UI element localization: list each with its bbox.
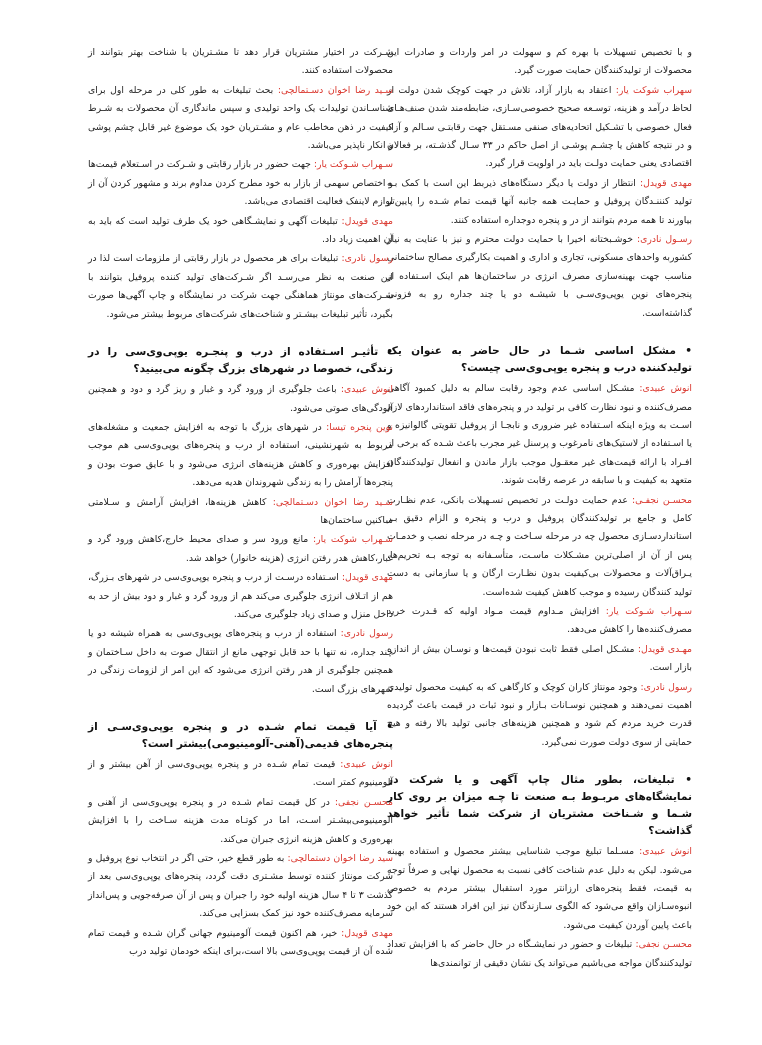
speaker-name: رسـول نادری: xyxy=(636,234,692,246)
paragraph-text: مشـکل اساسی عدم وجود رقابت سالم به دلیل کمبود آگاهی مصرف‌کننده و نبود نظارت کافی بر تولید در و پنجره‌های فاقد استانداردهای لازم اسـت به ویژه اینکه اسـتفاده غیر ضروری و نابجـا از پروفیل تقویتی گالوانیزه و یا اسـتفاده از لاستیک‌های نامرغوب و پرسنل غیر مجرب باعث شـده که برخی از افـراد با ارائه قیمت‌های غیر معقـول موجب بازار ماندن و انفعال تولیدکنندگان متعهد به کیفیت و با سابقه در عرصه رقابت شوند. xyxy=(387,383,692,487)
answer-paragraph xyxy=(387,175,692,230)
paragraph-text: افزایش مـداوم قیمت مـواد اولیه که قـدرت خرید مصرف‌کننده‌ها را کاهش می‌دهد. xyxy=(387,605,692,636)
speaker-name: مهدی قویدل: xyxy=(341,572,393,584)
answer-paragraph xyxy=(387,843,692,935)
speaker-name: مهدی قویدل: xyxy=(341,215,394,227)
answer-paragraph xyxy=(387,679,692,753)
paragraph-text: جهت حضور در بازار رقابتی و شـرکت در اسـتعلام قیمت‌ها و اختصاص سهمی از بازار به خود مطرح کردن مداوم برند و مشهور کردن آن از لوازم لاینفک فعالیت اقتصادی می‌باشد. xyxy=(88,159,393,208)
speaker-name: رسول نادری: xyxy=(340,628,393,640)
paragraph-text: و با تخصیص تسهیلات با بهره کم و سهولت در امر واردات و صادرات این محصولات از تولیدکنندگان حمایت صورت گیرد. xyxy=(387,47,692,77)
answer-paragraph xyxy=(88,82,393,156)
paragraph-text: تبلیغات و حضور در نمایشـگاه در حال حاضر که با افزایش تعداد تولیدکنندگان مواجه می‌باشیم می‌تواند یک نشان دقیقی از توانمندی‌ها xyxy=(387,939,692,969)
speaker-name: سـهراب شوکت یار: xyxy=(313,534,393,546)
answer-paragraph xyxy=(387,641,692,678)
speaker-name: مهدی قویدل: xyxy=(639,177,693,189)
answer-paragraph xyxy=(88,44,393,81)
answer-paragraph xyxy=(88,756,393,793)
speaker-name: انوش عبیدی: xyxy=(639,383,692,395)
paragraph-text: مشـکل اصلی فقط ثابت نبودن قیمت‌ها و نوسـان بیش از اندازه بازار است. xyxy=(387,643,692,674)
speaker-name: سـهراب شـوکت یار: xyxy=(605,605,692,617)
answer-paragraph xyxy=(387,492,692,602)
answer-paragraph xyxy=(88,850,393,924)
answer-paragraph xyxy=(88,925,393,962)
speaker-name: نوین پنجره تیسا: xyxy=(326,421,393,433)
speaker-name: سـید رضا اخوان دسـتمالچی: xyxy=(277,84,393,96)
speaker-name: محسـن نجفی: xyxy=(635,939,692,951)
answer-paragraph xyxy=(387,603,692,640)
paragraph-text: شـرکت در اختیار مشتریان قرار دهد تا مشـتریان با شناخت بهتر بتوانند از محصولات استفاده کنند. xyxy=(88,47,393,77)
question-heading: • آیا قیمت تمام شـده در و پنجره یوپی‌وی‌سـی از پنجره‌های قدیمی(آهنی-آلومینیومی)بیشتر است؟ xyxy=(88,721,393,750)
paragraph-text: اعتقاد به بازار آزاد، تلاش در جهت کوچک شدن دولت از لحاظ درآمد و هزینه، توسـعه صحیح خصوصی‌سـازی، ضابطه‌مند شدن صنف‌هـای فعال خصوصی با تشـکیل اتحادیه‌های صنفی مسـتقل جهت رقابتـی سـالم و آزاد و در نتیجه کاهش یا چشـم پوشـی از اصل حاکم در ۳۳ سـال گذشـته، بر فعالان اقتصادی یعنی حمایت دولـت باید در اولویت قرار گیرد. xyxy=(387,84,693,170)
paragraph-text: استفاده از درب و پنجره‌های یوپی‌وی‌سی به همراه شیشه دو یا چند جداره، نه تنها با حد قابل توجهی مانع از انتقال صوت به داخل سـاختمان و همچنین جلوگیری از هدر رفتن انرژی می‌شود که این امر از لزومات زندگی در شهرهای بزرگ است. xyxy=(88,628,393,695)
answer-paragraph xyxy=(387,44,692,81)
answer-paragraph xyxy=(88,569,393,624)
paragraph-text: تبلیغات آگهی و نمایشـگاهی خود یک طرف تولید است که باید به آن اهمیت زیاد داد. xyxy=(88,215,393,246)
right-column xyxy=(387,44,692,974)
answer-paragraph xyxy=(88,213,393,250)
speaker-name: انوش عبیدی: xyxy=(340,759,393,770)
speaker-name: سهراب شوکت یار: xyxy=(615,84,692,96)
answer-paragraph xyxy=(387,936,692,973)
answer-paragraph xyxy=(387,82,692,174)
question-heading: • تبلیغات، بطور مثال چاپ آگهی و یا شرکت در نمایشگاه‌های مربـوط بـه صنعت تا چـه میزان بر روی کار شـما و شـناخت مشتریان از شرکت شما تأثیر خواهد گذاشت؟ xyxy=(387,774,692,838)
paragraph-text: قیمت تمام شـده در و پنجره یوپی‌وی‌سی از آهن بیشتر و از آلومینیوم کمتر است. xyxy=(88,759,393,789)
speaker-name: سید رضا اخوان دستمالچی: xyxy=(287,853,393,865)
answer-paragraph xyxy=(88,531,393,568)
speaker-name: رسول نادری: xyxy=(341,253,393,265)
paragraph-text: اسـتفاده درسـت از درب و پنجره یوپی‌وی‌سی در شهرهای بـزرگ، هم از اتـلاف انرژی جلوگیری می‌کند هم از ورود گرد و غبار و دود بیش از حد به داخل منزل و صدای زیاد جلوگیری می‌کند. xyxy=(88,572,393,620)
speaker-name: رسول نادری: xyxy=(640,681,692,693)
paragraph-text: تبلیغات برای هر محصول در بازار رقابتی از ملزومات است لذا در این صنعت به نظر می‌رسـد اگر شـرکت‌های تولید کننده پروفیل بتوانند با شـرکت‌های مونتاژ هماهنگی جهت شرکت در نمایشگاه و چاپ آگهی‌ها صورت بگیرد، تأثیر تبلیغات بیشـتر و شناخت‌های شرکت‌های مربوط بیشتر می‌شود. xyxy=(88,253,393,320)
answer-paragraph xyxy=(88,494,393,531)
paragraph-text: در شهرهای بزرگ با توجه به افزایش جمعیت و مشغله‌های مربوط به شهرنشینی، استفاده از درب و پنجره‌های یوپی‌وی‌سی هم موجب افزایش بهره‌وری و کاهش هزینه‌های انرژی می‌شود و با عایق صوت بودن و پنجره‌ها آرامش را به زندگی شهروندان هدیه می‌دهد. xyxy=(88,421,393,489)
speaker-name: مهدی قویدل: xyxy=(341,927,393,939)
speaker-name: انوش عبیدی: xyxy=(639,846,692,858)
paragraph-text: وجود مونتاژ کاران کوچک و کارگاهی که به کیفیت محصول تولیدی اهمیت نمی‌دهند و همچنین نوسـانات بـازار و نبود ثبات در قیمت باعث گردیده قدرت خرید مردم کم شود و همچنین هزینه‌های جانبی تولید بالا رفته و هیچ حمایتی از سوی دولت صورت نمی‌گیرد. xyxy=(387,681,692,748)
paragraph-text: به طور قطع خیر، حتی اگر در انتخاب نوع پروفیل و شرکت مونتاژ کننده توسط مشـتری دقت گردد، پنجره‌های یوپی‌وی‌سی بعد از گذشت ۳ تا ۴ سال هزینه اولیه خود را جبران و پس از آن صرفه‌جویی و پس‌انداز سرمایه مصرف‌کننده خود نیز کمک بسزایی می‌کند. xyxy=(88,853,393,920)
speaker-name: انوش عبیدی: xyxy=(340,384,393,396)
answer-paragraph xyxy=(88,419,393,493)
paragraph-text: کاهش هزینه‌ها، افزایش آرامش و سـلامتی ساکنین ساختمان‌ها xyxy=(88,496,393,526)
question-heading: • تأثیـر اسـتفاده از درب و پنجـره یوپی‌وی‌سی را در زندگی، خصوصا در شهرهای بزرگ چگونه می‌بینید؟ xyxy=(88,346,393,376)
paragraph-text: عدم حمایت دولـت در تخصیص تسـهیلات بانکی، عدم نظـارت کامل و جامع بر تولیدکنندگان پروفیل و درب و پنجره و الزام دقیق بـر استانداردسـازی محصول چه در مرحله سـاخت و چـه در مرحله نصب و خدمـات پس از آن از اصلی‌ترین مشـکلات ماسـت، متأسـفانه به توجه بـه تحریم‌ها، یـراق‌آلات و محصولات بی‌کیفیت بدون نظـارت ارگان و یا سازمانی به دست تولید کنندگان رسیده و موجب کاهش کیفیت شده‌است. xyxy=(387,494,692,598)
speaker-name: محسـن نجفی: xyxy=(334,796,393,808)
paragraph-text: باعث جلوگیری از ورود گرد و غبار و ریز گرد و دود و همچنین آلودگی‌های صوتی می‌شود. xyxy=(88,384,393,414)
paragraph-text: بحث تبلیغات به طور کلی در مرحله اول برای شناسـاندن تولیدات یک واحد تولیدی و سپس ماندگاری آن محصولات به شـرط کیفیت در ذهن مخاطب عام و مشـتریان خود یک موضوع غیر قابل چشم پوشی و انکار ناپذیر می‌باشد. xyxy=(88,84,393,152)
speaker-name: سـید رضا اخوان دسـتمالچی: xyxy=(272,496,393,508)
answer-paragraph xyxy=(88,625,393,699)
answer-paragraph xyxy=(88,156,393,211)
paragraph-text: انتظار از دولت یا دیگر دستگاه‌های ذیربط این است با کمک بـه تولید کنننـدگان پروفیل و حمایـت همه جانبه آنها قیمت تمام شـده را پایین‌تر بیاورند تا همه مردم بتوانند از در و پنجره دوجداره استفاده کنند. xyxy=(387,177,692,226)
speaker-name: محسـن نجفـی: xyxy=(631,494,692,506)
answer-paragraph xyxy=(88,250,393,324)
speaker-name: مهـدی قویدل: xyxy=(637,643,693,655)
paragraph-text: خیر، هم اکنون قیمت آلومینیوم جهانی گران شـده و قیمت تمام شده آن از قیمت یوپی‌وی‌سی بالا است،برای اینکه خودمان تولید درب xyxy=(88,927,393,958)
paragraph-text: مسـلما تبلیغ موجب شناسایی بیشتر محصول و استفاده بهینه می‌شود. لیکن به دلیل عدم شناخت کافی نسبت به محصول نهایی و صرفاً توجه به قیمت، فقط پنجره‌های ارزانتر مورد استقبال بیشتر مردم به خصوص انبوه‌سـازان واقع می‌شود که الگوی سـازندگان نیز این افراد هستند که این خود باعث پایین آوردن کیفیت می‌شود. xyxy=(387,846,692,931)
answer-paragraph xyxy=(387,231,692,323)
question-heading: • مشکل اساسی شـما در حال حاضر به عنوان یک تولیدکننده درب و پنجره یوپی‌وی‌سی چیست؟ xyxy=(387,345,692,375)
paragraph-text: در کل قیمت تمام شـده در و پنجره یوپی‌وی‌سی از آهنی و آلومینیومی‌بیشـتر اسـت، اما در کوتـاه مدت هزینه سـاخت را با افزایش بهره‌وری و کاهش هزینه انرژی جبران می‌کند. xyxy=(88,796,393,845)
left-column xyxy=(88,44,393,962)
paragraph-text: خوشـبختانه اخیرا با حمایت دولت محترم و نیز با عنایت به نیاز کشوربه واحدهای مسکونی، تجاری و اداری و اهمیت بکارگیری مصالح ساختمانی مناسب جهت بهینه‌سازی مصرف انرژی در ساختمان‌ها هم اینک اسـتفاده از پنجره‌های نوین یوپی‌وی‌سـی با شیشـه دو یا چند جداره رو به فزونی گذاشته‌است. xyxy=(387,234,692,319)
answer-paragraph xyxy=(387,380,692,490)
answer-paragraph xyxy=(88,794,393,849)
speaker-name: سـهراب شـوکت یار: xyxy=(313,159,393,171)
paragraph-text: مانع ورود سر و صدای محیط خارج،کاهش ورود گرد و غبار،کاهش هدر رفتن انرژی (هزینه خانوار) خواهد شد. xyxy=(88,534,393,564)
answer-paragraph xyxy=(88,381,393,418)
